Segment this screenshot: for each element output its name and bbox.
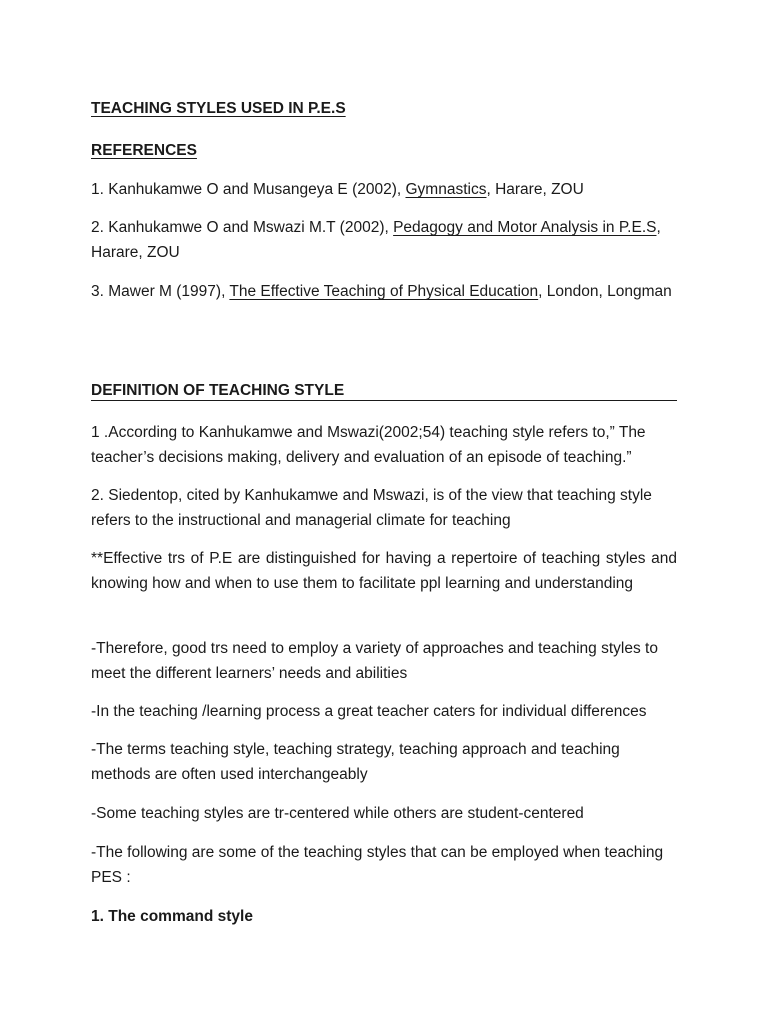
paragraph: -In the teaching /learning process a great teacher caters for individual differences <box>91 703 647 720</box>
reference-book-title: Gymnastics <box>405 181 487 198</box>
definition-heading <box>91 382 677 401</box>
document-title: TEACHING STYLES USED IN P.E.S <box>91 100 346 117</box>
reference-publisher: , Harare, ZOU <box>91 219 661 261</box>
paragraph: 2. Siedentop, cited by Kanhukamwe and Mswazi, is of the view that teaching style refers to the instructional and managerial climate for teaching <box>91 487 652 529</box>
paragraph: -Therefore, good trs need to employ a variety of approaches and teaching styles to meet the different learners’ needs and abilities <box>91 640 658 682</box>
paragraph: -Some teaching styles are tr-centered while others are student-centered <box>91 805 584 822</box>
paragraph: -The following are some of the teaching styles that can be employed when teaching PES : <box>91 844 664 886</box>
reference-book-title: The Effective Teaching of Physical Education <box>229 283 539 300</box>
reference-item <box>91 279 677 304</box>
reference-publisher: , London, Longman <box>538 283 672 300</box>
paragraph: -The terms teaching style, teaching strategy, teaching approach and teaching methods are often used interchangeably <box>91 741 620 783</box>
reference-book-title: Pedagogy and Motor Analysis in P.E.S <box>393 219 657 236</box>
references-heading: REFERENCES <box>91 142 197 159</box>
reference-author: 3. Mawer M (1997), <box>91 283 230 300</box>
reference-item <box>91 215 677 265</box>
paragraph: 1 .According to Kanhukamwe and Mswazi(2002;54) teaching style refers to,” The teacher’s decisions making, delivery and evaluation of an episode of teaching.” <box>91 424 646 466</box>
reference-publisher: , Harare, ZOU <box>486 181 584 198</box>
paragraph: **Effective trs of P.E are distinguished for having a repertoire of teaching styles and knowing how and when to use them to facilitate ppl learning and understanding <box>91 550 677 592</box>
section-heading: 1. The command style <box>91 908 253 925</box>
reference-author: 1. Kanhukamwe O and Musangeya E (2002), <box>91 181 406 198</box>
reference-item <box>91 177 677 202</box>
definition-heading-text: DEFINITION OF TEACHING STYLE <box>91 382 677 401</box>
reference-author: 2. Kanhukamwe O and Mswazi M.T (2002), <box>91 219 394 236</box>
